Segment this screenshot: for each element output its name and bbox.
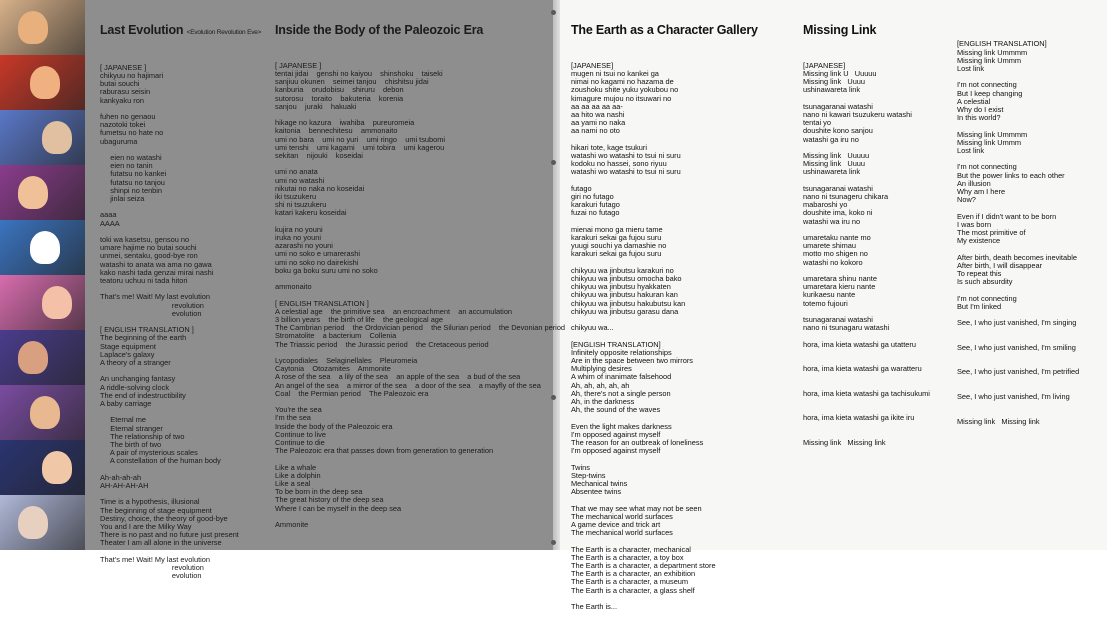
lyric-line: umi no soko no dairekishi — [275, 257, 359, 267]
lyric-line: A riddle-solving clock — [100, 382, 170, 392]
tile-purple-hair — [0, 165, 85, 221]
lyric-line: The mechanical world surfaces — [571, 528, 673, 538]
lyric-line: Is such absurdity — [957, 277, 1013, 287]
lyric-line: fuhen no genaou — [100, 112, 156, 122]
lyrics-earth-character-gallery — [571, 8, 758, 619]
lyric-line: Coal the Permian period The Paleozoic era — [275, 388, 429, 398]
lyric-line: The great history of the deep sea — [275, 495, 384, 505]
lyric-line: iki tsuzukeru — [275, 192, 317, 202]
lyric-line: watashi ga iru no — [803, 134, 859, 144]
lyric-line: Continue to die — [275, 438, 325, 448]
lyric-line: hora, ima kieta watashi ga tachisukumi — [803, 388, 930, 398]
lyric-line: Like a whale — [275, 462, 317, 472]
lyric-line: nano ni kawari tsuzukeru watashi — [803, 110, 912, 120]
lyric-line: The reason for an outbreak of loneliness — [571, 438, 704, 448]
lyric-line: Are in the space between two mirrors — [571, 356, 693, 366]
lyric-line — [275, 513, 565, 521]
song-subtitle: <Evolution Revolution Eve> — [186, 29, 262, 37]
lyric-line: revolution — [100, 300, 204, 310]
lyric-line: The Triassic period the Jurassic period the Cretaceous period — [275, 339, 489, 349]
lyric-line: Missing link Uuuu — [803, 159, 866, 169]
lyric-line: tsunagaranai watashi — [803, 315, 873, 325]
lyric-line: totemo fujouri — [803, 298, 848, 308]
lyric-line: Step-twins — [571, 470, 606, 480]
lyric-line: [JAPANESE] — [571, 60, 614, 70]
lyric-line: revolution — [100, 563, 204, 573]
lyric-line: The Earth is a character, a glass shelf — [571, 585, 695, 595]
lyric-line: Like a dolphin — [275, 470, 321, 480]
staple-hole — [551, 540, 556, 545]
lyric-line: karakuri sekai ga fujou suru — [571, 233, 662, 243]
lyric-line: umi no anata — [275, 167, 318, 177]
lyric-line: Laplace's galaxy — [100, 349, 155, 359]
lyric-line: azarashi no youni — [275, 241, 333, 251]
lyric-line: kodoku no hassei, sono riyuu — [571, 159, 667, 169]
character-face — [18, 506, 48, 539]
lyric-line: hora, ima kieta watashi ga ikite iru — [803, 413, 915, 423]
lyric-line: sutorosu toraito bakuteria korenia — [275, 93, 404, 103]
lyric-line: That's me! Wait! My last evolution — [100, 292, 210, 302]
lyric-line: watashi wo watashi to tsui ni suru — [571, 167, 681, 177]
lyric-line: Missing link Missing link — [957, 416, 1040, 426]
lyric-line: A rose of the sea a lily of the sea an apple of the sea a bud of the sea — [275, 372, 521, 382]
lyric-line: Eternal stranger — [100, 423, 163, 433]
lyric-line: I'm opposed against myself — [571, 446, 661, 456]
lyric-line — [957, 401, 1079, 409]
lyric-line: Ammonite — [275, 520, 309, 530]
lyric-line: [ JAPANESE ] — [100, 62, 147, 72]
lyric-line: futago — [571, 183, 592, 193]
lyric-line: watashi wa iru no — [803, 216, 861, 226]
lyric-line: karakuri futago — [571, 200, 620, 210]
tile-pink-figure — [0, 275, 85, 331]
lyric-line: [JAPANESE] — [803, 60, 846, 70]
lyric-line: An illusion — [957, 178, 991, 188]
lyric-line: umare hajime no butai souchi — [100, 243, 197, 253]
lyric-line: mugen ni tsui no kankei ga — [571, 69, 659, 79]
lyric-line: mabaroshi yo — [803, 200, 848, 210]
lyric-line: hora, ima kieta watashi ga waratteru — [803, 364, 922, 374]
lyric-line: The Earth is... — [571, 602, 618, 612]
lyric-line: sekitan nijouki koseidai — [275, 151, 363, 161]
lyric-line: [ENGLISH TRANSLATION] — [957, 39, 1047, 49]
lyric-line: I'm not connecting — [957, 293, 1017, 303]
character-face — [30, 66, 60, 99]
lyric-line: futatsu no tanjou — [100, 177, 165, 187]
lyric-line: AAAA — [100, 218, 120, 228]
lyric-line — [100, 548, 261, 556]
song-title-text: Last Evolution — [100, 23, 184, 38]
lyric-line: toki wa kasetsu, gensou no — [100, 235, 190, 245]
lyric-line: Stromatolite a bacterium Collenia — [275, 331, 397, 341]
lyric-line: shi ni tsuzukeru — [275, 200, 327, 210]
lyric-line: giri no futago — [571, 192, 614, 202]
lyric-line: Ah-ah-ah-ah — [100, 472, 142, 482]
lyrics-last-evolution — [100, 8, 261, 589]
lyric-line: There is no past and no future just present — [100, 530, 239, 540]
lyric-line: Mechanical twins — [571, 479, 628, 489]
lyric-line: chikyuu wa jinbutsu hakubutsu kan — [571, 298, 686, 308]
lyric-line: teatoru uchuu ni tada hitori — [100, 276, 188, 286]
lyric-line — [803, 349, 930, 357]
lyric-line: The beginning of the earth — [100, 333, 187, 343]
lyric-line: kako nashi tada genzai mirai nashi — [100, 267, 214, 277]
lyric-line: A baby carriage — [100, 399, 152, 409]
lyric-line — [100, 203, 261, 211]
lyric-line: evolution — [100, 571, 202, 581]
lyric-line: umi no watashi — [275, 175, 325, 185]
character-face — [30, 396, 60, 429]
lyric-line: A constellation of the human body — [100, 456, 221, 466]
lyric-line: But I keep changing — [957, 88, 1023, 98]
lyric-line: umi no soko e umarerashi — [275, 249, 361, 259]
lyric-line: Theater I am all alone in the universe — [100, 538, 222, 548]
song-title — [100, 24, 261, 39]
lyric-line: Now? — [957, 195, 976, 205]
lyric-line: I'm opposed against myself — [571, 429, 661, 439]
lyric-line: chikyuu wa... — [571, 323, 614, 333]
lyric-line: In this world? — [957, 113, 1001, 123]
lyric-line: zoushoku shite yuku yokubou no — [571, 85, 679, 95]
lyric-line: hikari tote, kage tsukuri — [571, 142, 647, 152]
lyric-line: [ ENGLISH TRANSLATION ] — [275, 298, 369, 308]
lyric-line: Eternal me — [100, 415, 147, 425]
lyric-line: The Earth is a character, a museum — [571, 577, 689, 587]
lyric-line: chikyuu wa jinbutsu karakuri no — [571, 265, 674, 275]
lyric-line: Caytonia Otozamites Ammonite — [275, 364, 391, 374]
lyric-line: Continue to live — [275, 429, 326, 439]
lyric-line: Twins — [571, 462, 590, 472]
lyrics-lines — [803, 62, 930, 447]
lyric-line: Missing link Uuuu — [803, 77, 866, 87]
lyric-line: I'm the sea — [275, 413, 311, 423]
lyric-line: ushinawareta link — [803, 167, 861, 177]
lyric-line: I'm not connecting — [957, 80, 1017, 90]
lyric-line: Ah, ah, ah, ah, ah — [571, 380, 630, 390]
lyric-line: sanjou juraki hakuaki — [275, 101, 357, 111]
lyric-line — [571, 455, 758, 463]
lyric-line: But the power links to each other — [957, 170, 1065, 180]
lyric-line: umaretaku nante mo — [803, 233, 871, 243]
lyric-line: Lost link — [957, 64, 985, 74]
lyric-line: chikyuu wa jinbutsu omocha bako — [571, 274, 682, 284]
lyric-line — [803, 373, 930, 381]
lyric-line — [803, 423, 930, 431]
lyric-line: eien no tanin — [100, 161, 153, 171]
lyric-line — [571, 177, 758, 185]
character-face — [30, 231, 60, 264]
tile-dark-blue — [0, 440, 85, 496]
character-face — [18, 11, 48, 44]
lyric-line: Even if I didn't want to be born — [957, 211, 1057, 221]
character-face — [42, 286, 72, 319]
lyric-line: doushite ima, koko ni — [803, 208, 873, 218]
lyric-line: Stage equipment — [100, 341, 156, 351]
lyric-line: karakuri sekai ga fujou suru — [571, 249, 662, 259]
lyrics-missing-link-japanese — [803, 8, 930, 455]
lyric-line: fuzai no futago — [571, 208, 620, 218]
lyric-line: See, I who just vanished, I'm singing — [957, 318, 1077, 328]
lyric-line: hikage no kazura iwahiba pureuromeia — [275, 118, 415, 128]
lyric-line: See, I who just vanished, I'm petrified — [957, 367, 1080, 377]
lyric-line: An angel of the sea a mirror of the sea a door of the sea a mayfly of the sea — [275, 380, 541, 390]
lyric-line: chikyuu wa jinbutsu hakuran kan — [571, 290, 678, 300]
lyric-line: [ JAPANESE ] — [275, 60, 322, 70]
lyric-line: See, I who just vanished, I'm living — [957, 391, 1070, 401]
lyric-line: I'm not connecting — [957, 162, 1017, 172]
lyric-line: iruka no youni — [275, 233, 322, 243]
lyric-line: 3 billion years the birth of life the geological age — [275, 315, 444, 325]
lyric-line: The mechanical world surfaces — [571, 511, 673, 521]
lyric-line: Ah, in the darkness — [571, 397, 635, 407]
lyric-line: katari kakeru koseidai — [275, 208, 347, 218]
character-face — [18, 341, 48, 374]
tile-anthy-portrait — [0, 0, 85, 56]
lyric-line: The Earth is a character, mechanical — [571, 544, 691, 554]
lyric-line: Even the light makes darkness — [571, 421, 672, 431]
lyric-line: shinpi no tenbin — [100, 185, 163, 195]
lyric-line: That we may see what may not be seen — [571, 503, 702, 513]
tile-purple-dress — [0, 385, 85, 441]
lyric-line: chikyuu wa jinbutsu garasu dana — [571, 306, 679, 316]
lyric-line: aa yami no naka — [571, 118, 626, 128]
tile-white-hair — [0, 495, 85, 550]
lyric-line: umi tenshi umi kagami umi tobira umi kagerou — [275, 142, 445, 152]
lyrics-lines — [275, 62, 565, 529]
lyric-line: motto mo shigen no — [803, 249, 868, 259]
lyric-line: Multiplying desires — [571, 364, 632, 374]
lyric-line: Time is a hypothesis, illusional — [100, 497, 200, 507]
lyric-line — [957, 377, 1079, 385]
lyric-line: To repeat this — [957, 269, 1002, 279]
lyric-line: The Paleozoic era that passes down from generation to generation — [275, 446, 494, 456]
lyric-line: Why am I here — [957, 187, 1006, 197]
lyric-line: AH-AH-AH-AH — [100, 481, 149, 491]
lyric-line: watashi no kokoro — [803, 257, 863, 267]
lyric-line: kanburia orudobisu shiruru debon — [275, 85, 404, 95]
lyrics-lines — [957, 40, 1079, 425]
lyric-line — [957, 327, 1079, 335]
lyric-line: butai souchi — [100, 79, 140, 89]
lyric-line: A game device and trick art — [571, 520, 661, 530]
lyric-line: kurikaesu nante — [803, 290, 856, 300]
lyric-line: Infinitely opposite relationships — [571, 347, 672, 357]
lyric-line: kujira no youni — [275, 224, 323, 234]
lyric-line: watashi to anata wa ama no gawa — [100, 259, 212, 269]
song-title: Inside the Body of the Paleozoic Era — [275, 23, 484, 38]
lyric-line: mienai mono ga mieru tame — [571, 224, 663, 234]
lyric-line: nimai no kagami no hazama de — [571, 77, 674, 87]
lyric-line: umi no bara umi no yuri umi ringo umi tsubomi — [275, 134, 446, 144]
lyric-line: The Earth is a character, a department store — [571, 561, 716, 571]
lyric-line: Like a seal — [275, 479, 311, 489]
lyric-line: watashi wo watashi to tsui ni suru — [571, 151, 681, 161]
lyric-line: The relationship of two — [100, 431, 185, 441]
character-face — [42, 451, 72, 484]
lyric-line: The beginning of stage equipment — [100, 505, 212, 515]
lyric-line: The birth of two — [100, 440, 162, 450]
lyric-line: That's me! Wait! My last evolution — [100, 554, 210, 564]
lyric-line: Missing link Ummmm — [957, 47, 1028, 57]
lyric-line: tsunagaranai watashi — [803, 101, 873, 111]
lyric-line: Absentee twins — [571, 487, 622, 497]
lyric-line: The Earth is a character, a toy box — [571, 552, 684, 562]
lyric-line: A theory of a stranger — [100, 358, 171, 368]
tile-duel — [0, 330, 85, 386]
lyric-line: unmei, sentaku, good-bye ron — [100, 251, 198, 261]
lyric-line: Inside the body of the Paleozoic era — [275, 421, 393, 431]
lyric-line: evolution — [100, 308, 202, 318]
lyrics-paleozoic-era — [275, 8, 565, 537]
lyric-line: A celestial — [957, 96, 991, 106]
lyric-line: Lycopodiales Selaginellales Pleuromeia — [275, 356, 418, 366]
lyric-line: See, I who just vanished, I'm smiling — [957, 342, 1076, 352]
lyric-line: kimagure mujou no itsuwari no — [571, 93, 672, 103]
lyric-line: nano ni tsunagaru watashi — [803, 323, 890, 333]
lyric-line: Missing link Ummm — [957, 55, 1022, 65]
lyric-line — [571, 595, 758, 603]
song-title: Missing Link — [803, 23, 877, 38]
lyric-line: But I'm linked — [957, 301, 1002, 311]
lyric-line: Missing link Ummm — [957, 137, 1022, 147]
lyric-line: Missing link U Uuuuu — [803, 69, 877, 79]
lyric-line — [275, 160, 565, 168]
lyric-line: Where I can be myself in the deep sea — [275, 503, 402, 513]
lyric-line: tentai jidai genshi no kaiyou shinshoku taiseki — [275, 69, 443, 79]
tile-penguin — [0, 220, 85, 276]
lyric-line: fumetsu no hate no — [100, 128, 164, 138]
lyric-line: chikyuu no hajimari — [100, 71, 164, 81]
lyric-line: After birth, death becomes inevitable — [957, 252, 1077, 262]
lyric-line: Destiny, choice, the theory of good-bye — [100, 513, 228, 523]
lyric-line: ushinawareta link — [803, 85, 861, 95]
lyric-line: The end of indestructibility — [100, 390, 186, 400]
lyric-line: aaaa — [100, 210, 117, 220]
lyric-line: The Earth is a character, an exhibition — [571, 569, 696, 579]
lyric-line: hora, ima kieta watashi ga utatteru — [803, 339, 916, 349]
lyric-line: To be born in the deep sea — [275, 487, 363, 497]
lyric-line: kaitonia bennechitesu ammonaito — [275, 126, 398, 136]
lyric-line: You and I are the Milky Way — [100, 522, 192, 532]
lyrics-lines — [100, 64, 261, 581]
lyric-line: Ah, the sound of the waves — [571, 405, 661, 415]
lyric-line: aa nami no oto — [571, 126, 620, 136]
lyric-line: nano ni tsunageru chikara — [803, 192, 889, 202]
lyric-line: The Cambrian period the Ordovician period the Silurian period the Devonian period — [275, 323, 566, 333]
lyric-line: The most primitive of — [957, 228, 1026, 238]
lyric-line: aa hito wa nashi — [571, 110, 625, 120]
lyric-line: A whim of inanimate falsehood — [571, 372, 672, 382]
lyric-line: A pair of mysterious scales — [100, 448, 198, 458]
lyric-line: ubaguruma — [100, 136, 138, 146]
lyric-line: tentai yo — [803, 118, 831, 128]
lyric-line: [ ENGLISH TRANSLATION ] — [100, 325, 194, 335]
lyric-line: Ah, there's not a single person — [571, 388, 671, 398]
lyric-line: jinlai seiza — [100, 194, 145, 204]
lyric-line: raburasu seisin — [100, 87, 151, 97]
lyric-line — [803, 398, 930, 406]
anime-artwork-strip — [0, 0, 85, 550]
lyric-line: Missing link Missing link — [803, 437, 886, 447]
lyric-line: eien no watashi — [100, 153, 162, 163]
lyric-line: You're the sea — [275, 405, 322, 415]
character-face — [18, 176, 48, 209]
lyric-line: futatsu no kankei — [100, 169, 167, 179]
lyric-line: aa aa aa aa aa- — [571, 101, 623, 111]
lyric-line: kankyaku ron — [100, 95, 144, 105]
tile-red-hair — [0, 55, 85, 111]
lyric-line — [957, 352, 1079, 360]
lyric-line: yuugi souchi ya damashie no — [571, 241, 667, 251]
lyric-line: nazotoki tokei — [100, 120, 146, 130]
lyric-line: A celestial age the primitive sea an encroachment an accumulation — [275, 306, 513, 316]
lyric-line: tsunagaranai watashi — [803, 183, 873, 193]
lyric-line: boku ga boku suru umi no soko — [275, 265, 378, 275]
character-face — [42, 121, 72, 154]
lyrics-missing-link-english — [957, 24, 1079, 434]
lyric-line: nikutai no naka no koseidai — [275, 183, 365, 193]
lyric-line — [275, 275, 565, 283]
lyric-line: umaretara kieru nante — [803, 282, 876, 292]
lyric-line: sanjiuu okunen seimei tanjou chishitsu jidai — [275, 77, 429, 87]
lyric-line: After birth, I will disappear — [957, 260, 1043, 270]
lyric-line: I was born — [957, 219, 992, 229]
song-title: The Earth as a Character Gallery — [571, 23, 758, 38]
lyric-line: Missing link Ummmm — [957, 129, 1028, 139]
lyric-line: doushite kono sanjou — [803, 126, 873, 136]
lyric-line: chikyuu wa jinbutsu hyakkaten — [571, 282, 671, 292]
lyrics-lines — [571, 62, 758, 611]
lyric-line: An unchanging fantasy — [100, 374, 176, 384]
tile-blue-sky — [0, 110, 85, 166]
lyric-line: Why do I exist — [957, 105, 1004, 115]
lyric-line: [ENGLISH TRANSLATION] — [571, 339, 661, 349]
lyric-line: Missing link Uuuuu — [803, 151, 870, 161]
lyric-line: Lost link — [957, 146, 985, 156]
lyric-line: ammonaito — [275, 282, 312, 292]
lyric-line — [275, 455, 565, 463]
lyric-line: My existence — [957, 236, 1001, 246]
lyric-line: umaretara shinu nante — [803, 274, 877, 284]
lyric-line: umarete shimau — [803, 241, 856, 251]
